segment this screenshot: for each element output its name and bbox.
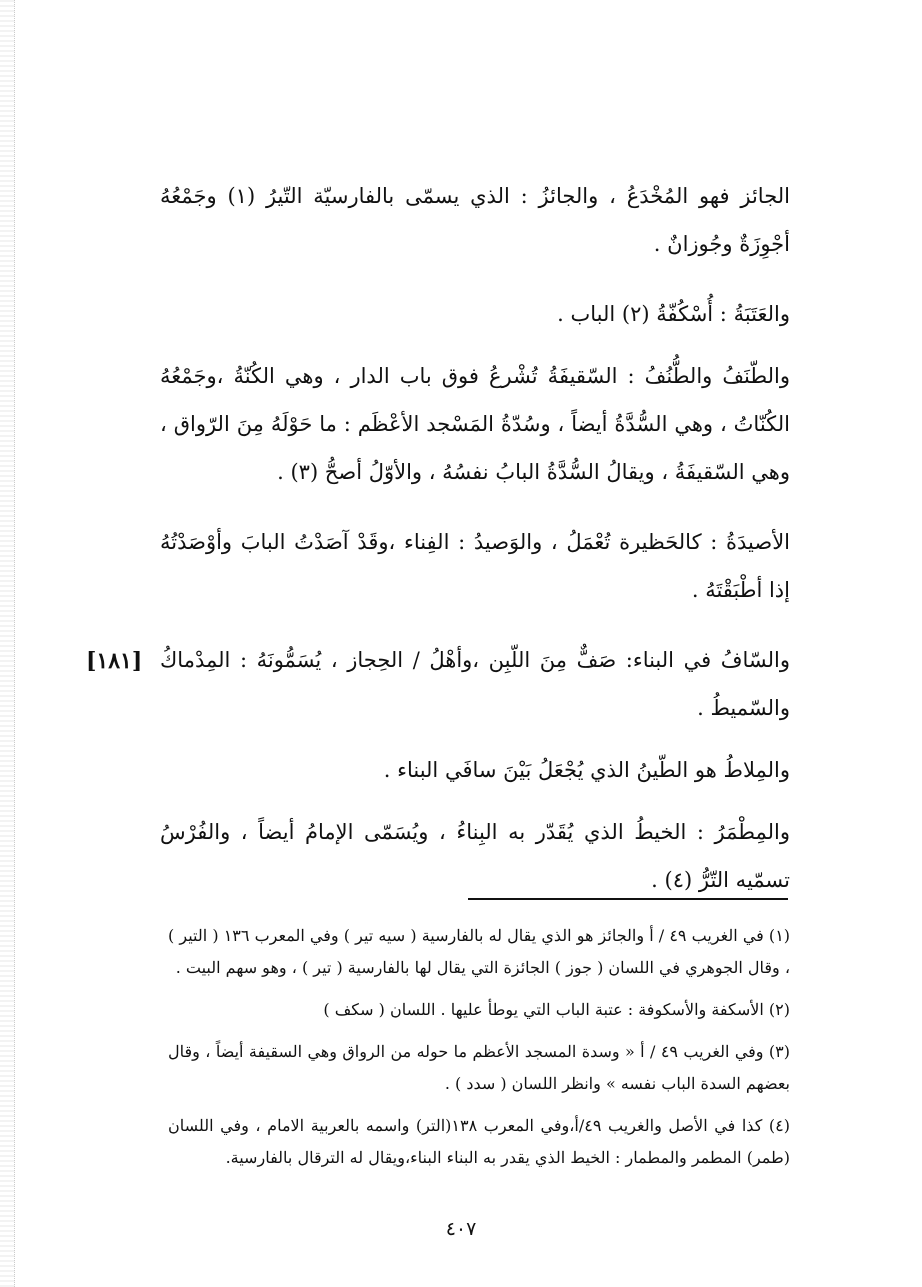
footnote-4: (٤) كذا في الأصل والغريب ٤٩/أ،وفي المعرب ١٣٨(التر) واسمه بالعربية الامام ، وفي اللسان (طمر) المطمر والمطمار : الخيط الذي يقدر به البناء البناء،ويقال له الترقال بالفارسية.: [168, 1116, 791, 1167]
paragraph-ataba: والعَتَبَةُ : أُسْكُفّةُ (٢) الباب .: [557, 302, 790, 326]
footnotes: [168, 920, 790, 1184]
paragraph-mitmar: والمِطْمَرُ : الخيطُ الذي يُقَدّر به البِناءُ ، ويُسَمّى الإمامُ أيضاً ، والفُرْسُ تسمّيه التّرُّ (٤) .: [160, 820, 790, 892]
paragraph-milat: والمِلاطُ هو الطّينُ الذي يُجْعَلُ بَيْنَ سافَي البناء .: [383, 758, 790, 782]
page-number: ٤٠٧: [445, 1218, 477, 1240]
paragraph-asida: الأصيدَةُ : كالحَظيرة تُعْمَلُ ، والوَصيدُ : الفِناء ،وقَدْ آصَدْتُ البابَ وأوْصَدْتُهُ إذا أطْبَقْتَهُ .: [160, 530, 790, 602]
footnote-3: (٣) وفي الغريب ٤٩ / أ « وسدة المسجد الأعظم ما حوله من الرواق وهي السقيفة أيضاً ، وقال بعضهم السدة الباب نفسه » وانظر اللسان ( سدد ) .: [168, 1042, 791, 1093]
margin-page-marker: [١٨١]: [86, 648, 143, 674]
main-text: [160, 172, 790, 926]
paragraph-saf: والسّافُ في البناء: صَفٌّ مِنَ اللّبِن ،وأهْلُ / الحِجاز ، يُسَمُّونَهُ : المِدْماكُ والسّميطُ .: [160, 648, 790, 720]
page-edge-shadow: [0, 0, 15, 1287]
paragraph-tanaf: والطّنَفُ والطُّنُفُ : السّقيفَةُ تُشْرعُ فوق باب الدار ، وهي الكُنّةُ ،وجَمْعُهُ الكُنّاتُ ، وهي السُّدَّةُ أيضاً ، وسُدّةُ المَسْجد الأعْظَم : ما حَوْلَهُ مِنَ الرّواق ، وهي السّقيفَةُ ، ويقالُ السُّدَّةُ البابُ نفسُهُ ، والأوّلُ أصحُّ (٣) .: [160, 364, 790, 484]
paragraph-jaiz: الجائز فهو المُخْدَعُ ، والجائزُ : الذي يسمّى بالفارسيّة التّيرُ (١) وجَمْعُهُ أجْوِزَةٌ وجُوزانٌ .: [160, 184, 790, 256]
footnote-1: (١) في الغريب ٤٩ / أ والجائز هو الذي يقال له بالفارسية ( سيه تير ) وفي المعرب ١٣٦ ( التير ) ، وقال الجوهري في اللسان ( جوز ) الجائزة التي يقال لها بالفارسية ( تير ) ، وهو سهم البيت .: [168, 926, 791, 977]
footnote-2: (٢) الأسكفة والأسكوفة : عتبة الباب التي يوطأ عليها . اللسان ( سكف ): [323, 1000, 790, 1019]
footnote-divider: [468, 898, 788, 900]
